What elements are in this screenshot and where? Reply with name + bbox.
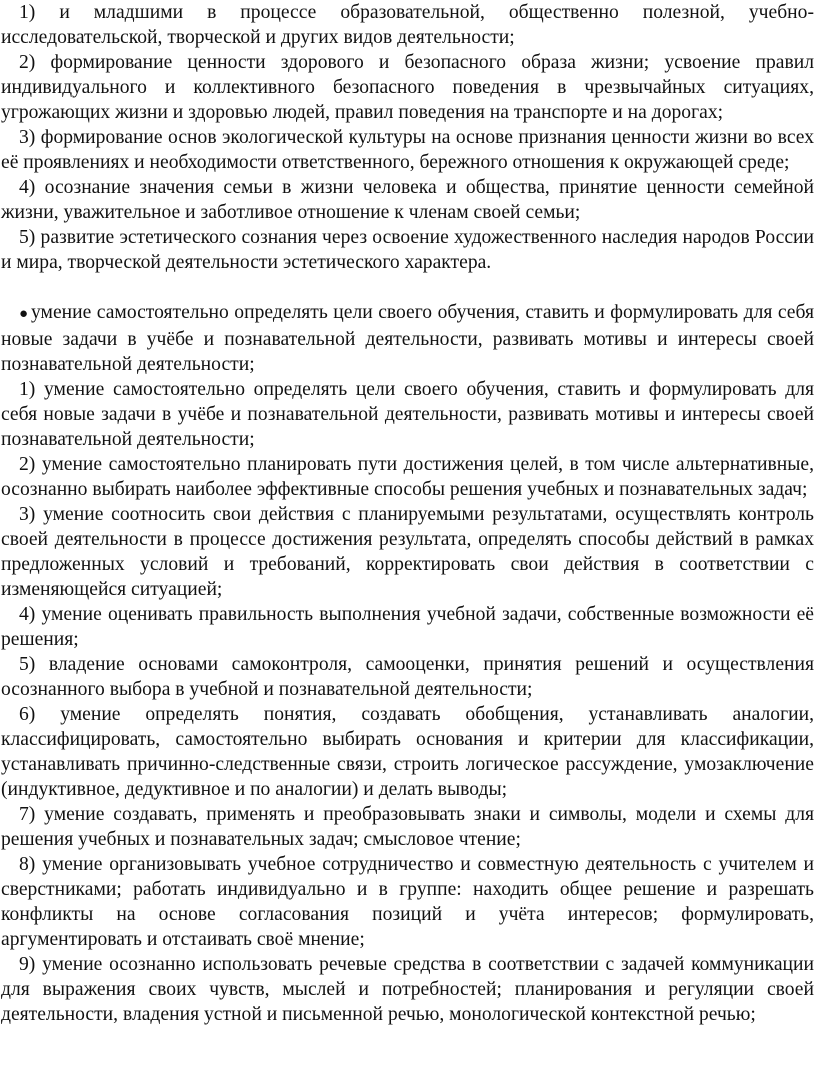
item-text: и младшими в процессе образовательной, общественно полезной, учебно-исследовательской, творческой и других видов деятельности;: [1, 2, 814, 48]
item-number: 3): [19, 127, 36, 148]
item-number: 7): [19, 804, 36, 825]
list-item-2-2: [1, 452, 814, 502]
list-item-2-8: [1, 852, 814, 952]
list-item-2-6: [1, 702, 814, 802]
list-item-1-4: [1, 175, 814, 225]
item-number: 2): [19, 454, 36, 475]
item-number: 4): [19, 604, 36, 625]
item-text: развитие эстетического сознания через освоение художественного наследия народов России и мира, творческой деятельности эстетического характера.: [1, 227, 814, 273]
list-item-2-4: [1, 602, 814, 652]
item-text: осознание значения семьи в жизни человека и общества, принятие ценности семейной жизни, уважительное и заботливое отношение к членам своей семьи;: [1, 177, 814, 223]
paragraph-gap: [1, 275, 814, 300]
item-text: умение организовывать учебное сотрудничество и совместную деятельность с учителем и сверстниками; работать индивидуально и в группе: находить общее решение и разрешать конфликты на основе согласования позиций и учёта интересов; формулировать, аргументировать и отстаивать своё мнение;: [1, 854, 815, 950]
item-number: 2): [19, 52, 36, 73]
list-item-2-5: [1, 652, 814, 702]
item-text: владение основами самоконтроля, самооценки, принятия решений и осуществления осознанного выбора в учебной и познавательной деятельности;: [1, 654, 814, 700]
item-text: умение оценивать правильность выполнения учебной задачи, собственные возможности её решения;: [1, 604, 814, 650]
item-number: 5): [19, 654, 36, 675]
item-number: 9): [19, 954, 36, 975]
list-item-1-1: [1, 0, 814, 50]
item-text: умение самостоятельно определять цели своего обучения, ставить и формулировать для себя новые задачи в учёбе и познавательной деятельности, развивать мотивы и интересы своей познавательной деятельности;: [1, 379, 815, 450]
item-text: формирование ценности здорового и безопасного образа жизни; усвоение правил индивидуального и коллективного безопасного поведения в чрезвычайных ситуациях, угрожающих жизни и здоровью людей, правил поведения на транспорте и на дорогах;: [1, 52, 814, 123]
item-number: 6): [19, 704, 36, 725]
bullet-text: умение самостоятельно определять цели своего обучения, ставить и формулировать для себя новые задачи в учёбе и познавательной деятельности, развивать мотивы и интересы своей познавательной деятельности;: [1, 302, 814, 375]
item-text: умение определять понятия, создавать обобщения, устанавливать аналогии, классифицировать, самостоятельно выбирать основания и критерии для классификации, устанавливать причинно-следственные связи, строить логическое рассуждение, умозаключение (индуктивное, дедуктивное и по аналогии) и делать выводы;: [1, 704, 814, 800]
list-item-2-1: [1, 377, 814, 452]
item-text: умение соотносить свои действия с планируемыми результатами, осуществлять контроль своей деятельности в процессе достижения результата, определять способы действий в рамках предложенных условий и требований, корректировать свои действия в соответствии с изменяющейся ситуацией;: [1, 504, 814, 600]
item-number: 1): [19, 2, 36, 23]
list-item-2-3: [1, 502, 814, 602]
list-item-1-5: [1, 225, 814, 275]
list-item-2-7: [1, 802, 814, 852]
item-number: 3): [19, 504, 36, 525]
item-number: 8): [19, 854, 36, 875]
item-text: формирование основ экологической культуры на основе признания ценности жизни во всех её проявлениях и необходимости ответственного, бережного отношения к окружающей среде;: [1, 127, 814, 173]
bullet-paragraph: [1, 300, 814, 377]
list-item-2-9: [1, 952, 814, 1027]
bullet-icon: ●: [19, 306, 29, 322]
item-text: умение создавать, применять и преобразовывать знаки и символы, модели и схемы для решения учебных и познавательных задач; смысловое чтение;: [1, 804, 815, 850]
item-number: 1): [19, 379, 36, 400]
item-number: 5): [19, 227, 36, 248]
list-item-1-3: [1, 125, 814, 175]
item-text: умение осознанно использовать речевые средства в соответствии с задачей коммуникации для выражения своих чувств, мыслей и потребностей; планирования и регуляции своей деятельности, владения устной и письменной речью, монологической контекстной речью;: [1, 954, 814, 1025]
list-item-1-2: [1, 50, 814, 125]
item-text: умение самостоятельно планировать пути достижения целей, в том числе альтернативные, осознанно выбирать наиболее эффективные способы решения учебных и познавательных задач;: [1, 454, 814, 500]
item-number: 4): [19, 177, 36, 198]
